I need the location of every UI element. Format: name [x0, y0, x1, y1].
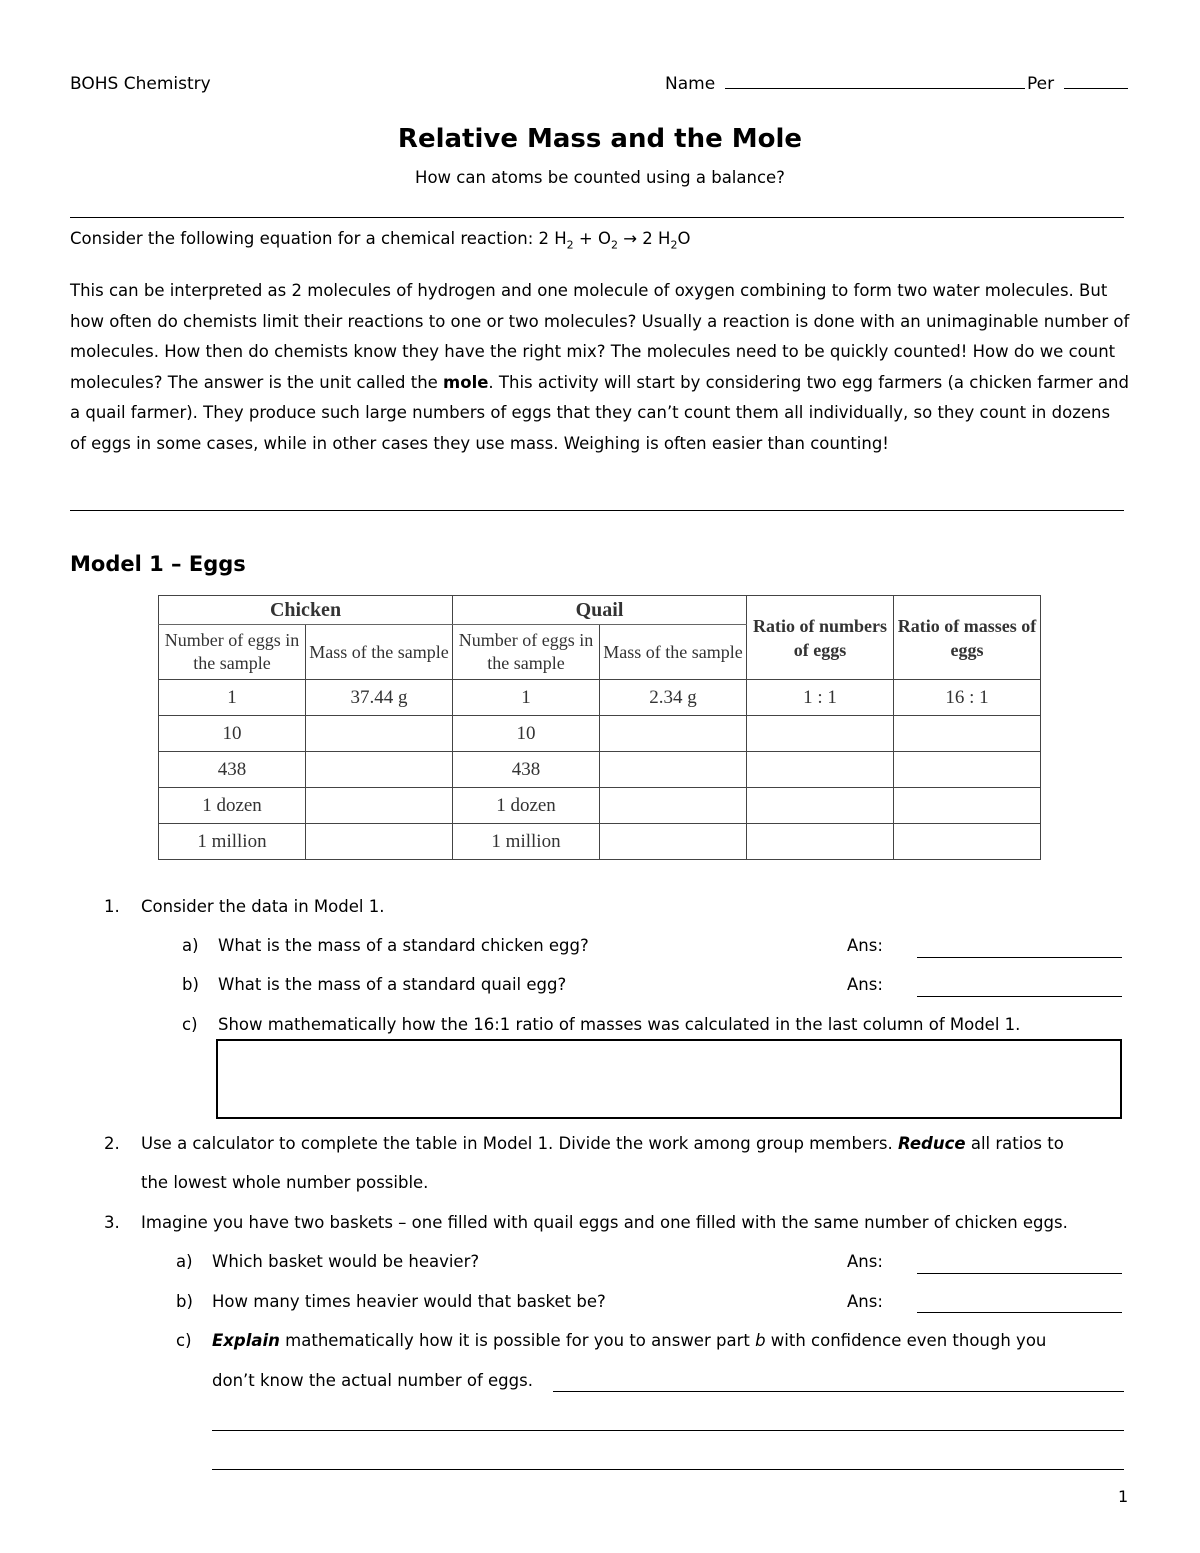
question-1a-text: What is the mass of a standard chicken egg?: [218, 936, 589, 955]
page-number: 1: [1118, 1487, 1129, 1506]
question-1a-label: a): [182, 936, 199, 955]
quail-mass-cell[interactable]: [600, 788, 747, 824]
name-field[interactable]: [665, 74, 1025, 94]
page-title: Relative Mass and the Mole: [397, 124, 803, 154]
chicken-mass-cell[interactable]: [306, 752, 453, 788]
equation-arrow: → 2 H: [617, 229, 671, 248]
equation-o2: + O: [573, 229, 611, 248]
answer-label: Ans:: [847, 975, 883, 994]
question-3c-text-mid: mathematically how it is possible for you to answer part: [279, 1331, 756, 1350]
top-divider: [70, 217, 1124, 218]
question-1-text: Consider the data in Model 1.: [141, 897, 385, 916]
question-3c-text-line2: don’t know the actual number of eggs.: [212, 1371, 533, 1390]
question-3c-text-end: with confidence even though you: [765, 1331, 1047, 1350]
quail-number-cell: 10: [453, 716, 600, 752]
ratio-numbers-cell[interactable]: [747, 752, 894, 788]
intro-paragraph: [70, 276, 1130, 460]
quail-mass-cell[interactable]: [600, 824, 747, 860]
answer-label: Ans:: [847, 936, 883, 955]
answer-3c-line[interactable]: [212, 1430, 1124, 1431]
question-3-number: 3.: [104, 1213, 120, 1232]
course-label: BOHS Chemistry: [70, 74, 211, 94]
ratio-masses-cell[interactable]: [894, 716, 1041, 752]
question-3c-text: [212, 1331, 1046, 1350]
question-3-text: Imagine you have two baskets – one filled with quail eggs and one filled with the same number of chicken eggs.: [141, 1213, 1068, 1232]
answer-3a-line[interactable]: [917, 1273, 1122, 1274]
quail-header: Quail: [453, 596, 747, 625]
answer-3b-line[interactable]: [917, 1312, 1122, 1313]
question-1c-text: Show mathematically how the 16:1 ratio of masses was calculated in the last column of Model 1.: [218, 1015, 1021, 1034]
question-2-number: 2.: [104, 1134, 120, 1153]
reaction-equation: [70, 229, 690, 251]
chicken-mass-cell[interactable]: [306, 788, 453, 824]
equation-h2: 2 H: [538, 229, 567, 248]
chicken-number-cell: 1: [159, 680, 306, 716]
question-2-text-line2: the lowest whole number possible.: [141, 1173, 429, 1192]
question-3b-label: b): [176, 1292, 193, 1311]
question-3c-emphasis: Explain: [212, 1331, 280, 1350]
question-3a-label: a): [176, 1252, 193, 1271]
equation-sub: 2: [670, 238, 678, 252]
quail-mass-cell[interactable]: [600, 716, 747, 752]
chicken-mass-cell: 37.44 g: [306, 680, 453, 716]
quail-mass-cell: 2.34 g: [600, 680, 747, 716]
period-field[interactable]: [1027, 74, 1128, 94]
chicken-number-cell: 438: [159, 752, 306, 788]
ratio-masses-cell[interactable]: [894, 788, 1041, 824]
quail-number-cell: 1 million: [453, 824, 600, 860]
model-title: Model 1 – Eggs: [70, 552, 246, 576]
equation-water: O: [677, 229, 691, 248]
answer-3c-line[interactable]: [553, 1391, 1124, 1392]
quail-number-cell: 1 dozen: [453, 788, 600, 824]
name-label: Name: [665, 74, 716, 94]
intro-bold-mole: mole: [443, 372, 489, 392]
chicken-mass-header: Mass of the sample: [306, 625, 453, 680]
chicken-number-cell: 10: [159, 716, 306, 752]
chicken-number-header: Number of eggs in the sample: [159, 625, 306, 680]
egg-data-table: [158, 595, 1041, 860]
ratio-numbers-cell[interactable]: [747, 716, 894, 752]
per-label: Per: [1027, 74, 1055, 94]
ratio-masses-cell[interactable]: [894, 824, 1041, 860]
name-blank[interactable]: [725, 74, 1025, 89]
ratio-masses-header: Ratio of masses of eggs: [894, 596, 1041, 680]
question-3c-part-ref: b: [755, 1331, 766, 1350]
question-3a-text: Which basket would be heavier?: [212, 1252, 480, 1271]
chicken-mass-cell[interactable]: [306, 824, 453, 860]
answer-3c-line[interactable]: [212, 1469, 1124, 1470]
quail-number-header: Number of eggs in the sample: [453, 625, 600, 680]
question-2-emphasis: Reduce: [897, 1134, 966, 1153]
answer-1c-box[interactable]: [216, 1039, 1122, 1119]
question-1b-text: What is the mass of a standard quail egg?: [218, 975, 567, 994]
question-1b-label: b): [182, 975, 199, 994]
table-row: [159, 716, 1041, 752]
question-2-text-start: Use a calculator to complete the table in Model 1. Divide the work among group members.: [141, 1134, 898, 1153]
intro-text: This can be interpreted as 2 molecules of hydrogen and one molecule of oxygen combining to form two water molecules. But how often do chemists limit their reactions to one or two molecules? Usually a reaction is done with an unimaginable number of molecules. How then do chemists know they have the right mix? The molecules need to be quickly counted! How do we count molecules? The answer is the unit called the: [70, 281, 1130, 392]
equation-sub: 2: [566, 238, 574, 252]
answer-label: Ans:: [847, 1292, 883, 1311]
chicken-mass-cell[interactable]: [306, 716, 453, 752]
chicken-header: Chicken: [159, 596, 453, 625]
question-1-number: 1.: [104, 897, 120, 916]
answer-1b-line[interactable]: [917, 996, 1122, 997]
quail-number-cell: 438: [453, 752, 600, 788]
equation-intro: Consider the following equation for a chemical reaction:: [70, 229, 539, 248]
chicken-number-cell: 1 dozen: [159, 788, 306, 824]
quail-mass-cell[interactable]: [600, 752, 747, 788]
ratio-numbers-cell[interactable]: [747, 824, 894, 860]
question-1c-label: c): [182, 1015, 198, 1034]
table-row: [159, 824, 1041, 860]
ratio-numbers-cell: 1 : 1: [747, 680, 894, 716]
quail-mass-header: Mass of the sample: [600, 625, 747, 680]
ratio-masses-cell: 16 : 1: [894, 680, 1041, 716]
table-row: [159, 752, 1041, 788]
question-2-text-end: all ratios to: [965, 1134, 1064, 1153]
quail-number-cell: 1: [453, 680, 600, 716]
answer-1a-line[interactable]: [917, 957, 1122, 958]
ratio-masses-cell[interactable]: [894, 752, 1041, 788]
intro-text-end: . This activity will start by considering two egg farmers (a chicken farmer and a quail farmer). They produce such large numbers of eggs that they can’t count them all individually, so they count in dozens of eggs in some cases, while in other cases they use mass. Weighing is often easier than counting!: [70, 372, 1129, 453]
page-subtitle: How can atoms be counted using a balance?: [415, 168, 785, 187]
table-row: [159, 680, 1041, 716]
per-blank[interactable]: [1064, 74, 1128, 89]
question-2-text: [141, 1134, 1064, 1153]
equation-sub: 2: [610, 238, 618, 252]
question-3b-text: How many times heavier would that basket be?: [212, 1292, 606, 1311]
ratio-numbers-header: Ratio of numbers of eggs: [747, 596, 894, 680]
question-3c-label: c): [176, 1331, 192, 1350]
answer-label: Ans:: [847, 1252, 883, 1271]
chicken-number-cell: 1 million: [159, 824, 306, 860]
ratio-numbers-cell[interactable]: [747, 788, 894, 824]
intro-divider: [70, 510, 1124, 511]
table-row: [159, 788, 1041, 824]
